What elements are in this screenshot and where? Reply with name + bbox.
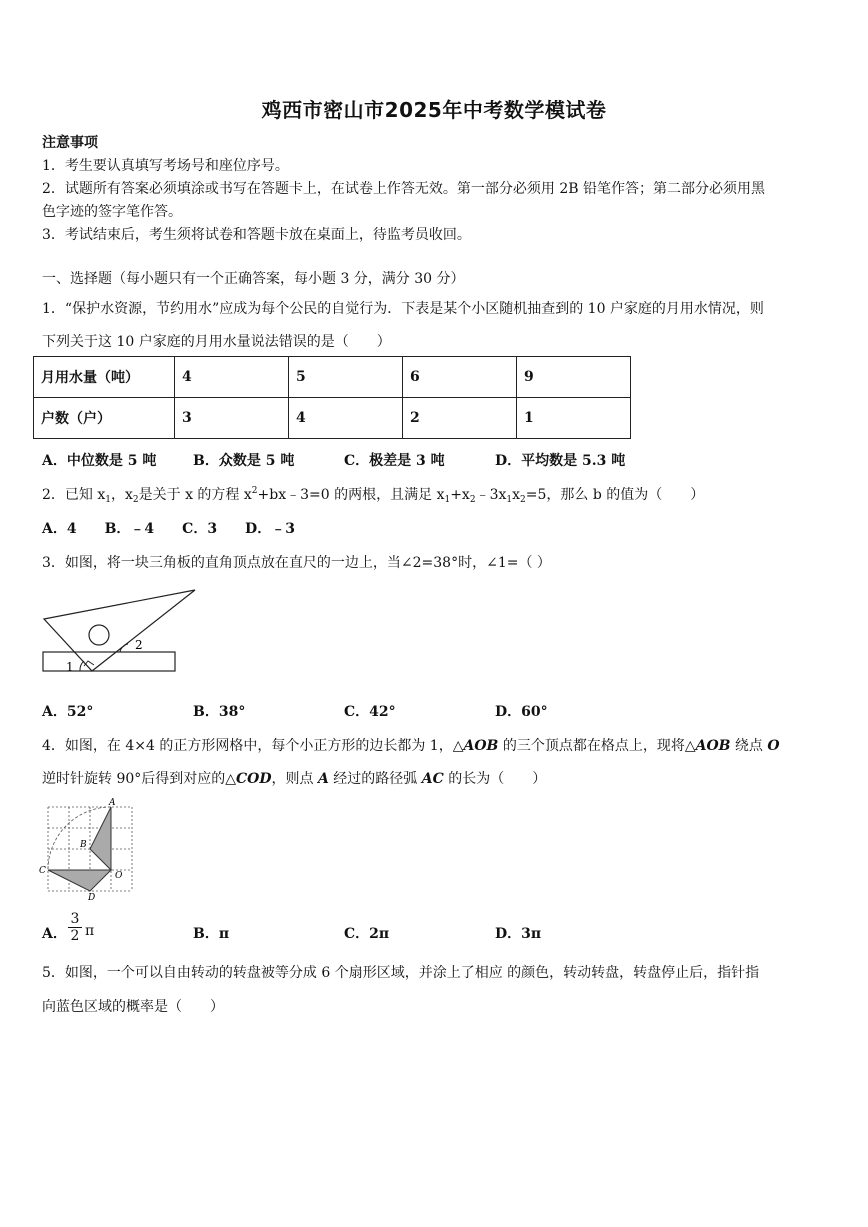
q1-text-line2: 下列关于这 10 户家庭的月用水量说法错误的是（ ） bbox=[42, 334, 391, 350]
notice-item-3: 3．考试结束后，考生须将试卷和答题卡放在桌面上，待监考员收回。 bbox=[42, 227, 471, 243]
q4-option-d: D．3π bbox=[495, 926, 542, 942]
notice-heading: 注意事项 bbox=[42, 135, 98, 151]
fig-label-2: 2 bbox=[135, 638, 143, 652]
table-row bbox=[34, 398, 631, 439]
q1-option-b: B．众数是 5 吨 bbox=[193, 453, 295, 469]
q1-option-a: A．中位数是 5 吨 bbox=[42, 453, 157, 469]
q3-option-d: D．60° bbox=[495, 704, 548, 720]
table-cell: 4 bbox=[175, 357, 289, 398]
q3-text: 3．如图，将一块三角板的直角顶点放在直尺的一边上，当∠2=38°时，∠1=（ ） bbox=[42, 555, 551, 571]
q5-text-line1: 5．如图，一个可以自由转动的转盘被等分成 6 个扇形区域，并涂上了相应 的颜色，转动转盘，转盘停止后，指针指 bbox=[42, 965, 760, 981]
q1-text-line1: 1．“保护水资源，节约用水”应成为每个公民的自觉行为．下表是某个小区随机抽查到的 10 户家庭的月用水情况，则 bbox=[42, 301, 764, 317]
fig-label-d: D bbox=[88, 893, 96, 902]
fig-label-b: B bbox=[80, 840, 87, 850]
q4-text-line2: 逆时针旋转 90°后得到对应的△COD，则点 A 经过的路径弧 AC 的长为（ ） bbox=[42, 771, 547, 787]
page-title: 鸡西市密山市2025年中考数学模试卷 bbox=[261, 98, 607, 122]
q2-options: A．4 B．﹣4 C．3 D．﹣3 bbox=[42, 521, 295, 537]
fraction-denominator: 2 bbox=[68, 927, 82, 944]
q1-table bbox=[33, 356, 631, 439]
table-row bbox=[34, 357, 631, 398]
q2-text: 2．已知 $x_1$，$x_2$是关于 x 的方程 $x^2+bx﹣3=0$ 的两根，且满足 $x_1+x_2﹣3x_1x_2=5$，那么 b 的值为（ ） bbox=[42, 486, 705, 505]
table-cell: 1 bbox=[517, 398, 631, 439]
right-angle-mark bbox=[84, 661, 94, 666]
notice-item-2-cont: 色字迹的签字笔作答。 bbox=[42, 204, 182, 220]
table-cell: 6 bbox=[403, 357, 517, 398]
q4-option-b: B．π bbox=[193, 926, 230, 942]
q3-figure bbox=[40, 585, 202, 677]
fig-label-o: O bbox=[115, 871, 123, 881]
q5-text-line2: 向蓝色区域的概率是（ ） bbox=[42, 999, 224, 1015]
ruler-shape bbox=[43, 652, 175, 671]
fig-label-c: C bbox=[39, 866, 46, 876]
section-heading: 一、选择题（每小题只有一个正确答案，每小题 3 分，满分 30 分） bbox=[42, 271, 465, 287]
triangle-aob bbox=[90, 807, 111, 870]
notice-item-2: 2．试题所有答案必须填涂或书写在答题卡上，在试卷上作答无效。第一部分必须用 2B 铅笔作答；第二部分必须用黑 bbox=[42, 181, 765, 197]
table-cell: 月用水量（吨） bbox=[34, 357, 175, 398]
q3-option-a: A．52° bbox=[42, 704, 94, 720]
q4-grid-figure bbox=[36, 794, 140, 902]
q4-text-line1: 4．如图，在 4×4 的正方形网格中，每个小正方形的边长都为 1，△AOB 的三个顶点都在格点上，现将△AOB 绕点 O bbox=[42, 738, 780, 754]
q3-option-b: B．38° bbox=[193, 704, 246, 720]
q4-option-a-fraction bbox=[68, 911, 82, 944]
table-cell: 户数（户） bbox=[34, 398, 175, 439]
q4-option-a-prefix: A． bbox=[42, 926, 67, 942]
table-cell: 2 bbox=[403, 398, 517, 439]
q1-option-d: D．平均数是 5.3 吨 bbox=[495, 453, 626, 469]
triangle-shape bbox=[44, 590, 195, 671]
notice-item-1: 1．考生要认真填写考场号和座位序号。 bbox=[42, 158, 289, 174]
angle-2-arc bbox=[120, 644, 128, 652]
table-cell: 5 bbox=[289, 357, 403, 398]
fig-label-1: 1 bbox=[66, 660, 74, 674]
triangle-cod bbox=[48, 870, 111, 891]
fig-label-a: A bbox=[109, 798, 116, 808]
q3-option-c: C．42° bbox=[344, 704, 396, 720]
table-cell: 9 bbox=[517, 357, 631, 398]
fraction-numerator: 3 bbox=[70, 911, 80, 927]
hole-circle bbox=[89, 625, 109, 645]
q1-option-c: C．极差是 3 吨 bbox=[344, 453, 445, 469]
table-cell: 3 bbox=[175, 398, 289, 439]
q4-option-c: C．2π bbox=[344, 926, 390, 942]
q4-option-a-pi: π bbox=[85, 923, 95, 939]
table-cell: 4 bbox=[289, 398, 403, 439]
